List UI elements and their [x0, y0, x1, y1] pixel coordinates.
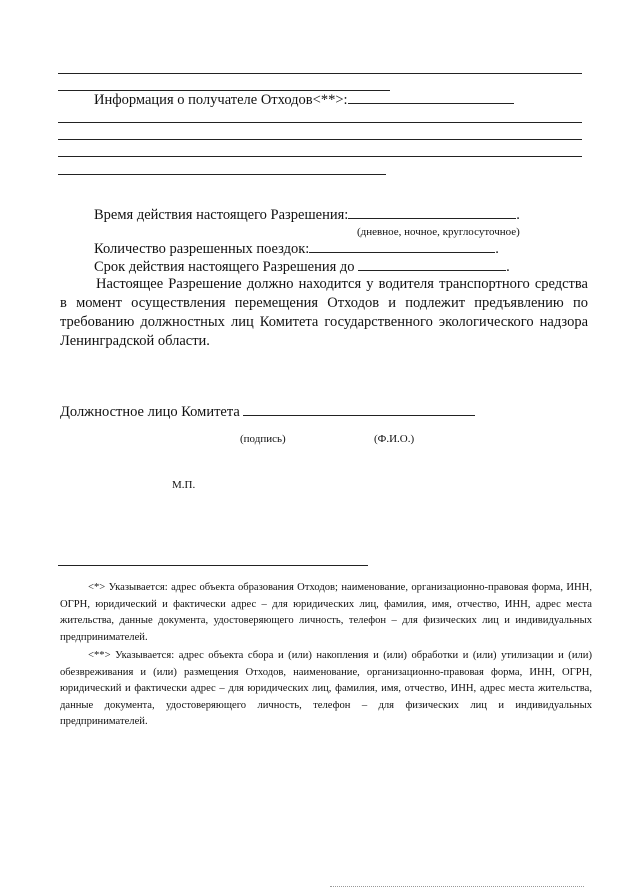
blank-line-recipient-3 — [58, 156, 582, 157]
term-input-line[interactable] — [358, 258, 506, 271]
blank-line-recipient-1 — [58, 122, 582, 123]
blank-line-recipient-2 — [58, 139, 582, 140]
scan-artifact-line — [330, 886, 584, 887]
validity-time-input-line[interactable] — [348, 206, 516, 219]
signature-hint: (подпись) — [240, 433, 286, 445]
footnote-1: <*> Указывается: адрес объекта образования Отходов; наименование, организационно-правовая форма, ИНН, ОГРН, юридический и фактически адрес – для юридических лиц, фамилия, имя, отчество, ИНН, адрес места жительства, данные документа, удостоверяющего личность, телефон – для физических лиц и индивидуальных предпринимателей. — [60, 582, 592, 643]
footnote-2: <**> Указывается: адрес объекта сбора и (или) накопления и (или) обработки и (или) утилизации и (или) обезвреживания и (или) размещения Отходов, наименование, организационно-правовая форма, ИНН, ОГРН, юридический и фактически адрес – для юридических лиц, фамилия, имя, отчество, ИНН, адрес места жительства, данные документа, удостоверяющего личность, телефон – для физических лиц и индивидуальных предпринимателей. — [60, 650, 592, 727]
trips-row: Количество разрешенных поездок: . — [94, 241, 499, 257]
official-row: Должностное лицо Комитета — [60, 403, 475, 421]
official-signature-line[interactable] — [243, 403, 475, 416]
name-hint: (Ф.И.О.) — [374, 433, 415, 445]
recipient-label: Информация о получателе Отходов<**>: — [94, 91, 514, 109]
trips-input-line[interactable] — [309, 240, 495, 253]
stamp-label: М.П. — [172, 479, 196, 491]
validity-time-hint: (дневное, ночное, круглосуточное) — [357, 226, 520, 238]
term-row: Срок действия настоящего Разрешения до . — [94, 259, 510, 275]
blank-line-recipient-4 — [58, 174, 386, 175]
blank-line-top-1 — [58, 73, 582, 74]
notice-paragraph: Настоящее Разрешение должно находится у водителя транспортного средства в момент осуществления перемещения Отходов и подлежит предъявлению по требованию должностных лиц Комитета государственного экологического надзора Ленинградской области. — [60, 276, 588, 349]
recipient-input-line[interactable] — [348, 91, 514, 104]
footnote-separator — [58, 565, 368, 566]
validity-time-row: Время действия настоящего Разрешения: . — [94, 207, 520, 223]
